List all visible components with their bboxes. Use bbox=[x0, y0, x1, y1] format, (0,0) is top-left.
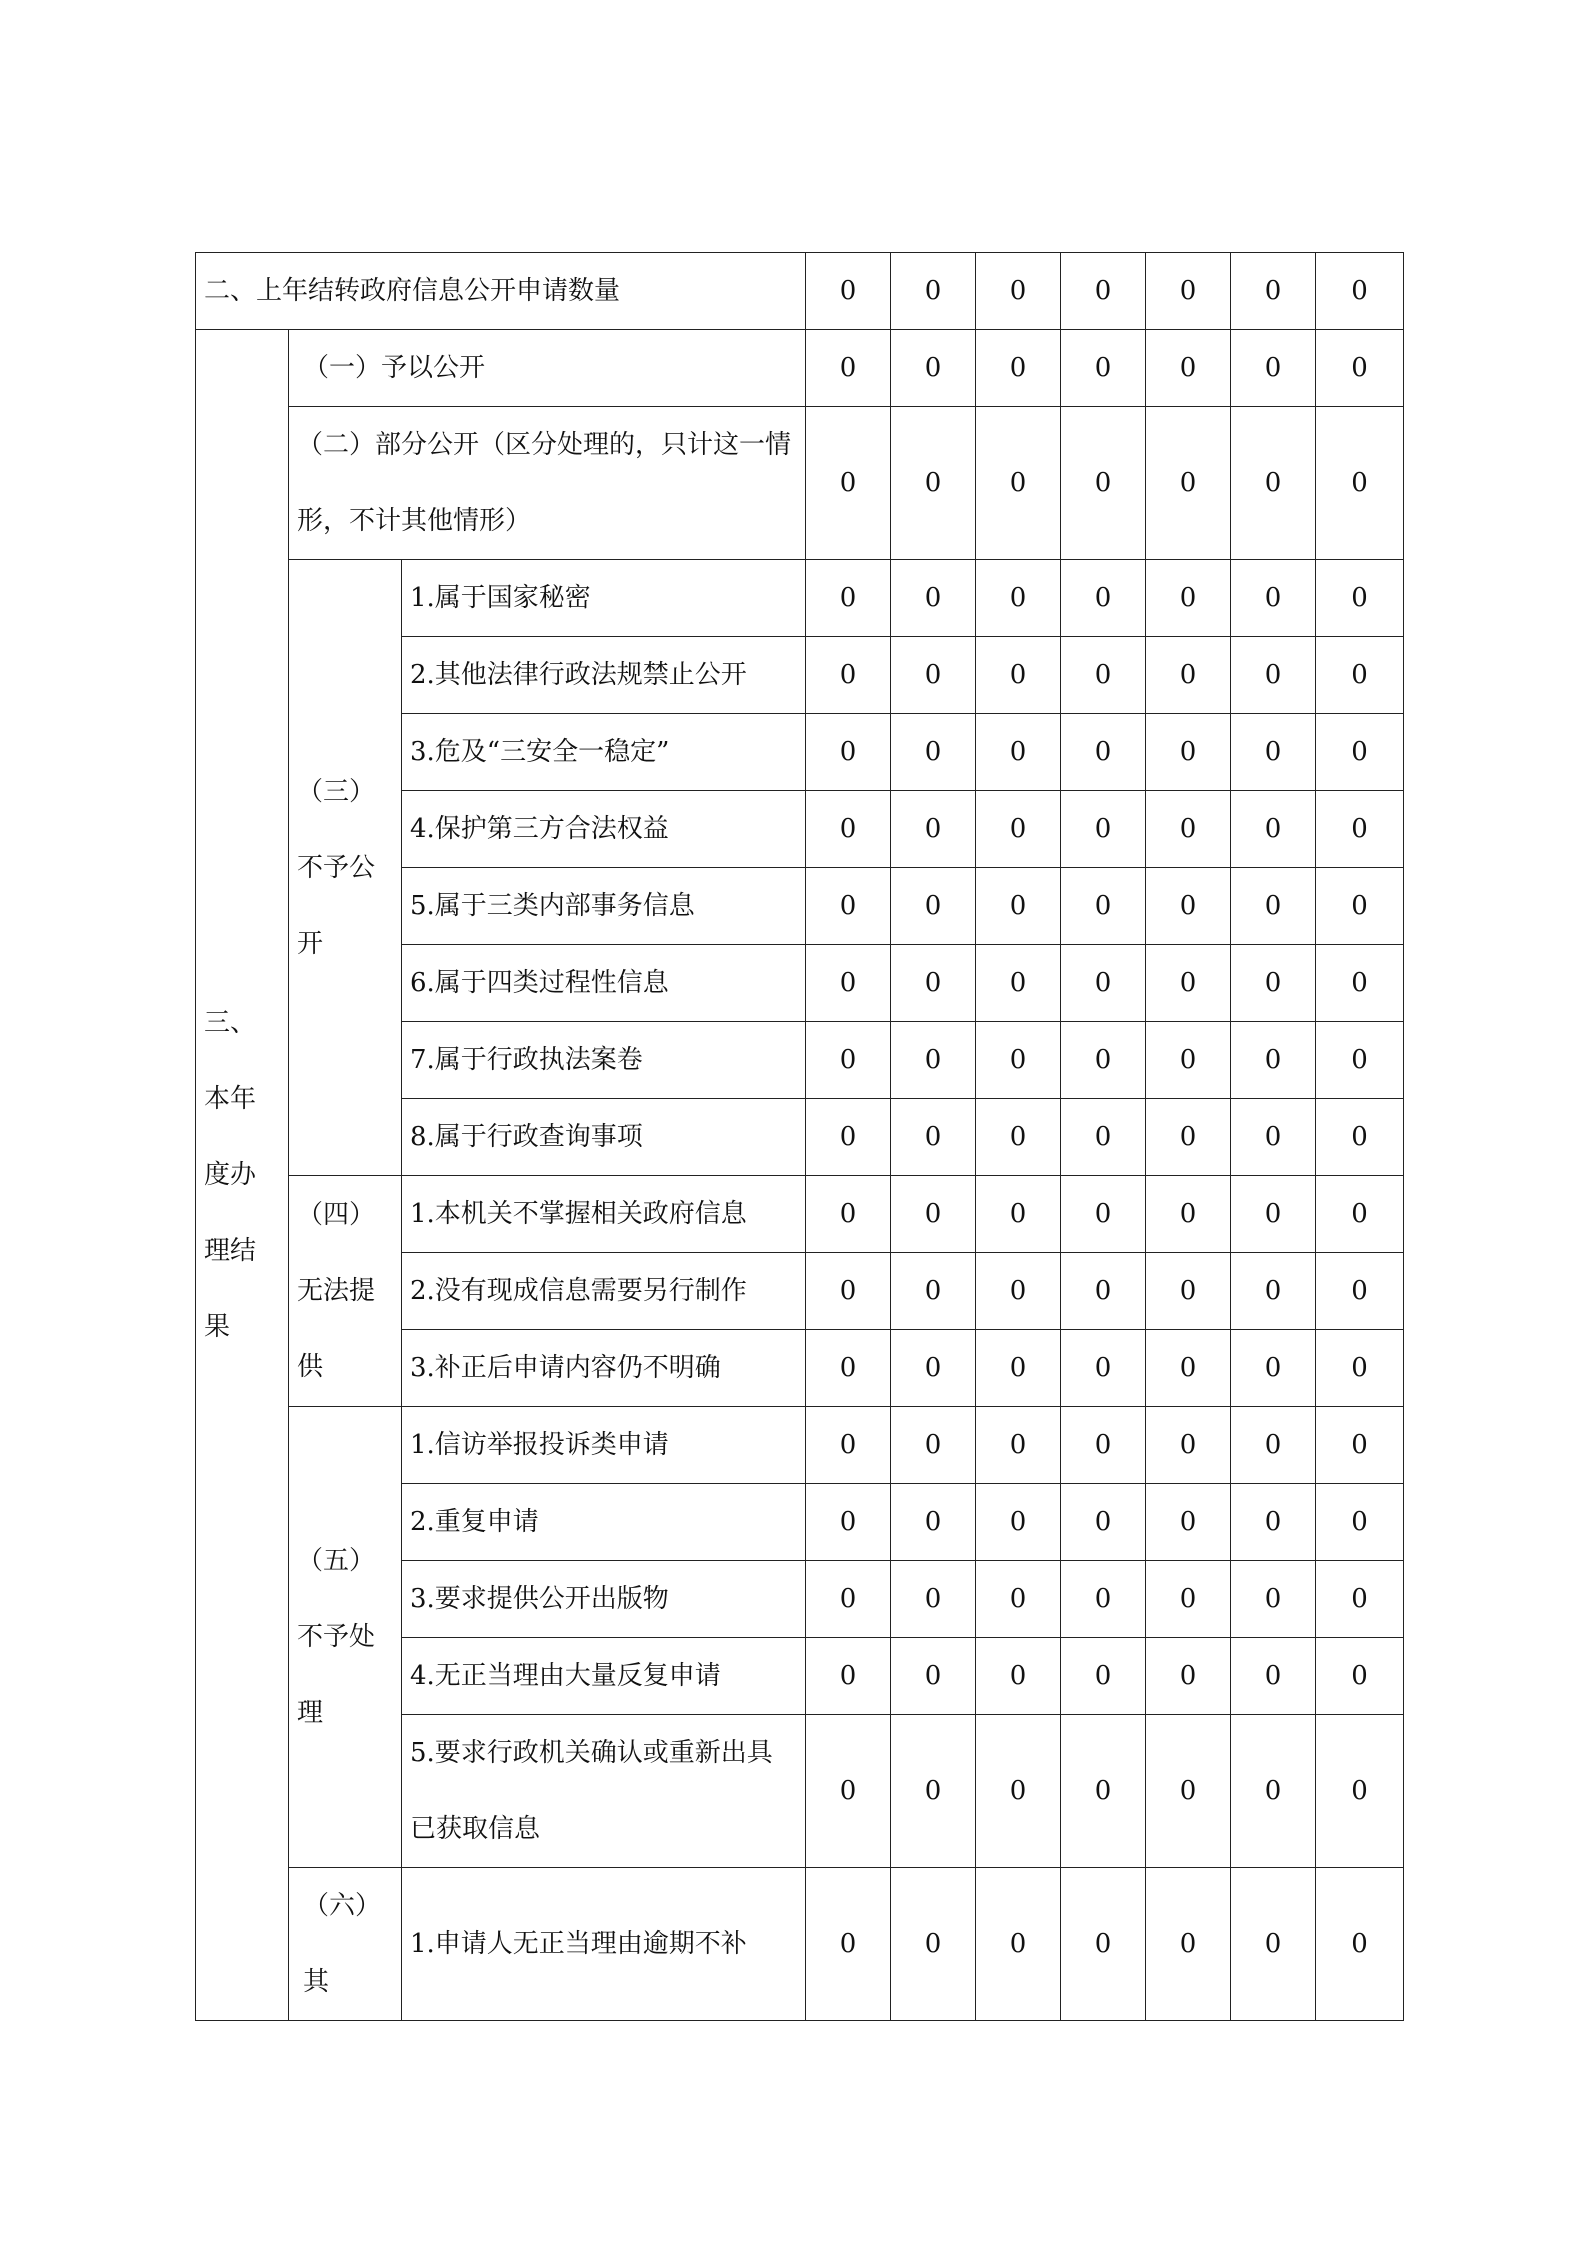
cell-value: 0 bbox=[1316, 253, 1404, 330]
cell-value: 0 bbox=[1231, 1868, 1316, 2021]
cell-value: 0 bbox=[1146, 1638, 1231, 1715]
cell-value: 0 bbox=[1146, 1868, 1231, 2021]
cell-value: 0 bbox=[1316, 868, 1404, 945]
row-label: 二、上年结转政府信息公开申请数量 bbox=[196, 253, 806, 330]
cell-value: 0 bbox=[1061, 1022, 1146, 1099]
cell-value: 0 bbox=[1146, 1022, 1231, 1099]
cell-value: 0 bbox=[1316, 1022, 1404, 1099]
cell-value: 0 bbox=[1146, 1715, 1231, 1868]
cell-value: 0 bbox=[1316, 1176, 1404, 1253]
cell-value: 0 bbox=[1061, 1868, 1146, 2021]
cell-value: 0 bbox=[806, 1638, 891, 1715]
cell-value: 0 bbox=[1316, 1638, 1404, 1715]
row-label: 2.没有现成信息需要另行制作 bbox=[402, 1253, 806, 1330]
cell-value: 0 bbox=[1061, 1484, 1146, 1561]
cell-value: 0 bbox=[1316, 1407, 1404, 1484]
cell-value: 0 bbox=[891, 637, 976, 714]
cell-value: 0 bbox=[1316, 1868, 1404, 2021]
cell-value: 0 bbox=[1146, 945, 1231, 1022]
cell-value: 0 bbox=[1316, 1253, 1404, 1330]
cell-value: 0 bbox=[806, 1176, 891, 1253]
cell-value: 0 bbox=[1061, 253, 1146, 330]
cell-value: 0 bbox=[806, 637, 891, 714]
cell-value: 0 bbox=[806, 1407, 891, 1484]
cell-value: 0 bbox=[1146, 1484, 1231, 1561]
cell-value: 0 bbox=[1231, 560, 1316, 637]
table-row bbox=[196, 1868, 1404, 2021]
cell-value: 0 bbox=[1231, 1715, 1316, 1868]
cell-value: 0 bbox=[976, 560, 1061, 637]
cell-value: 0 bbox=[976, 868, 1061, 945]
row-label: 3.补正后申请内容仍不明确 bbox=[402, 1330, 806, 1407]
cell-value: 0 bbox=[806, 1330, 891, 1407]
cell-value: 0 bbox=[891, 1561, 976, 1638]
group-label-unable: （四）无法提供 bbox=[289, 1176, 402, 1407]
cell-value: 0 bbox=[1316, 330, 1404, 407]
cell-value: 0 bbox=[976, 330, 1061, 407]
table-row bbox=[196, 407, 1404, 560]
cell-value: 0 bbox=[1061, 945, 1146, 1022]
row-label: 1.属于国家秘密 bbox=[402, 560, 806, 637]
cell-value: 0 bbox=[1061, 560, 1146, 637]
group-label-other: （六）其 bbox=[289, 1868, 402, 2021]
cell-value: 0 bbox=[1231, 1099, 1316, 1176]
cell-value: 0 bbox=[891, 1099, 976, 1176]
cell-value: 0 bbox=[976, 1330, 1061, 1407]
cell-value: 0 bbox=[891, 1715, 976, 1868]
cell-value: 0 bbox=[806, 1022, 891, 1099]
cell-value: 0 bbox=[1061, 1176, 1146, 1253]
cell-value: 0 bbox=[891, 1407, 976, 1484]
cell-value: 0 bbox=[891, 1253, 976, 1330]
cell-value: 0 bbox=[1146, 1407, 1231, 1484]
cell-value: 0 bbox=[1316, 1099, 1404, 1176]
cell-value: 0 bbox=[1146, 1099, 1231, 1176]
cell-value: 0 bbox=[806, 253, 891, 330]
disclosure-stats-table bbox=[195, 252, 1404, 2021]
cell-value: 0 bbox=[1146, 1176, 1231, 1253]
row-label: 5.属于三类内部事务信息 bbox=[402, 868, 806, 945]
cell-value: 0 bbox=[1146, 1561, 1231, 1638]
cell-value: 0 bbox=[1231, 253, 1316, 330]
cell-value: 0 bbox=[976, 1638, 1061, 1715]
row-label: 8.属于行政查询事项 bbox=[402, 1099, 806, 1176]
cell-value: 0 bbox=[1146, 1330, 1231, 1407]
cell-value: 0 bbox=[806, 1253, 891, 1330]
cell-value: 0 bbox=[976, 1484, 1061, 1561]
cell-value: 0 bbox=[1146, 253, 1231, 330]
cell-value: 0 bbox=[976, 637, 1061, 714]
cell-value: 0 bbox=[891, 868, 976, 945]
cell-value: 0 bbox=[1061, 637, 1146, 714]
cell-value: 0 bbox=[976, 1715, 1061, 1868]
cell-value: 0 bbox=[976, 714, 1061, 791]
cell-value: 0 bbox=[976, 1407, 1061, 1484]
row-label: 4.无正当理由大量反复申请 bbox=[402, 1638, 806, 1715]
cell-value: 0 bbox=[1316, 1484, 1404, 1561]
cell-value: 0 bbox=[891, 791, 976, 868]
row-label: 2.其他法律行政法规禁止公开 bbox=[402, 637, 806, 714]
cell-value: 0 bbox=[1231, 868, 1316, 945]
cell-value: 0 bbox=[1061, 1253, 1146, 1330]
cell-value: 0 bbox=[806, 560, 891, 637]
cell-value: 0 bbox=[1061, 1715, 1146, 1868]
cell-value: 0 bbox=[1061, 1638, 1146, 1715]
cell-value: 0 bbox=[1061, 1099, 1146, 1176]
row-label: 1.本机关不掌握相关政府信息 bbox=[402, 1176, 806, 1253]
cell-value: 0 bbox=[1146, 1253, 1231, 1330]
cell-value: 0 bbox=[891, 1638, 976, 1715]
cell-value: 0 bbox=[891, 1868, 976, 2021]
row-label: 1.信访举报投诉类申请 bbox=[402, 1407, 806, 1484]
cell-value: 0 bbox=[891, 560, 976, 637]
cell-value: 0 bbox=[1146, 868, 1231, 945]
cell-value: 0 bbox=[976, 1099, 1061, 1176]
cell-value: 0 bbox=[891, 1484, 976, 1561]
cell-value: 0 bbox=[1231, 945, 1316, 1022]
row-label: （二）部分公开（区分处理的，只计这一情形，不计其他情形） bbox=[289, 407, 806, 560]
cell-value: 0 bbox=[1316, 791, 1404, 868]
cell-value: 0 bbox=[1231, 1253, 1316, 1330]
cell-value: 0 bbox=[1231, 1407, 1316, 1484]
cell-value: 0 bbox=[806, 1561, 891, 1638]
group-label-not-open: （三）不予公开 bbox=[289, 560, 402, 1176]
cell-value: 0 bbox=[976, 253, 1061, 330]
row-label: 3.危及“三安全一稳定” bbox=[402, 714, 806, 791]
cell-value: 0 bbox=[891, 253, 976, 330]
cell-value: 0 bbox=[1231, 1022, 1316, 1099]
cell-value: 0 bbox=[1316, 560, 1404, 637]
cell-value: 0 bbox=[1231, 791, 1316, 868]
cell-value: 0 bbox=[1231, 330, 1316, 407]
cell-value: 0 bbox=[1231, 407, 1316, 560]
cell-value: 0 bbox=[1316, 637, 1404, 714]
cell-value: 0 bbox=[891, 714, 976, 791]
row-label: 3.要求提供公开出版物 bbox=[402, 1561, 806, 1638]
cell-value: 0 bbox=[806, 407, 891, 560]
cell-value: 0 bbox=[1061, 1561, 1146, 1638]
cell-value: 0 bbox=[891, 945, 976, 1022]
cell-value: 0 bbox=[976, 407, 1061, 560]
table-row bbox=[196, 560, 1404, 637]
cell-value: 0 bbox=[806, 330, 891, 407]
row-label: （一）予以公开 bbox=[289, 330, 806, 407]
cell-value: 0 bbox=[806, 791, 891, 868]
table-row bbox=[196, 1407, 1404, 1484]
cell-value: 0 bbox=[806, 945, 891, 1022]
cell-value: 0 bbox=[891, 407, 976, 560]
row-label: 2.重复申请 bbox=[402, 1484, 806, 1561]
cell-value: 0 bbox=[976, 1176, 1061, 1253]
cell-value: 0 bbox=[1061, 1407, 1146, 1484]
cell-value: 0 bbox=[1231, 714, 1316, 791]
cell-value: 0 bbox=[976, 1022, 1061, 1099]
cell-value: 0 bbox=[1146, 637, 1231, 714]
row-label: 4.保护第三方合法权益 bbox=[402, 791, 806, 868]
section-three-label: 三、本年度办理结果 bbox=[196, 330, 289, 2021]
cell-value: 0 bbox=[891, 1176, 976, 1253]
row-label: 6.属于四类过程性信息 bbox=[402, 945, 806, 1022]
cell-value: 0 bbox=[1316, 1561, 1404, 1638]
cell-value: 0 bbox=[976, 1868, 1061, 2021]
cell-value: 0 bbox=[1061, 1330, 1146, 1407]
cell-value: 0 bbox=[1146, 714, 1231, 791]
cell-value: 0 bbox=[1231, 1561, 1316, 1638]
row-label: 7.属于行政执法案卷 bbox=[402, 1022, 806, 1099]
cell-value: 0 bbox=[806, 1868, 891, 2021]
cell-value: 0 bbox=[806, 868, 891, 945]
cell-value: 0 bbox=[976, 1561, 1061, 1638]
cell-value: 0 bbox=[1316, 407, 1404, 560]
cell-value: 0 bbox=[1316, 1715, 1404, 1868]
cell-value: 0 bbox=[1231, 637, 1316, 714]
cell-value: 0 bbox=[806, 1099, 891, 1176]
cell-value: 0 bbox=[806, 1484, 891, 1561]
cell-value: 0 bbox=[1146, 791, 1231, 868]
cell-value: 0 bbox=[891, 1022, 976, 1099]
cell-value: 0 bbox=[976, 1253, 1061, 1330]
cell-value: 0 bbox=[1061, 868, 1146, 945]
table-row bbox=[196, 253, 1404, 330]
cell-value: 0 bbox=[1231, 1638, 1316, 1715]
row-label: 5.要求行政机关确认或重新出具已获取信息 bbox=[402, 1715, 806, 1868]
cell-value: 0 bbox=[1316, 714, 1404, 791]
cell-value: 0 bbox=[1061, 714, 1146, 791]
cell-value: 0 bbox=[1146, 330, 1231, 407]
row-label: 1.申请人无正当理由逾期不补 bbox=[402, 1868, 806, 2021]
cell-value: 0 bbox=[976, 945, 1061, 1022]
cell-value: 0 bbox=[1316, 945, 1404, 1022]
cell-value: 0 bbox=[1061, 330, 1146, 407]
cell-value: 0 bbox=[1231, 1484, 1316, 1561]
cell-value: 0 bbox=[1061, 407, 1146, 560]
group-label-not-processed: （五）不予处理 bbox=[289, 1407, 402, 1868]
cell-value: 0 bbox=[806, 1715, 891, 1868]
cell-value: 0 bbox=[1146, 407, 1231, 560]
cell-value: 0 bbox=[891, 330, 976, 407]
cell-value: 0 bbox=[1146, 560, 1231, 637]
table-row bbox=[196, 1176, 1404, 1253]
cell-value: 0 bbox=[1316, 1330, 1404, 1407]
cell-value: 0 bbox=[806, 714, 891, 791]
cell-value: 0 bbox=[976, 791, 1061, 868]
table-row bbox=[196, 330, 1404, 407]
cell-value: 0 bbox=[891, 1330, 976, 1407]
cell-value: 0 bbox=[1231, 1330, 1316, 1407]
cell-value: 0 bbox=[1231, 1176, 1316, 1253]
cell-value: 0 bbox=[1061, 791, 1146, 868]
